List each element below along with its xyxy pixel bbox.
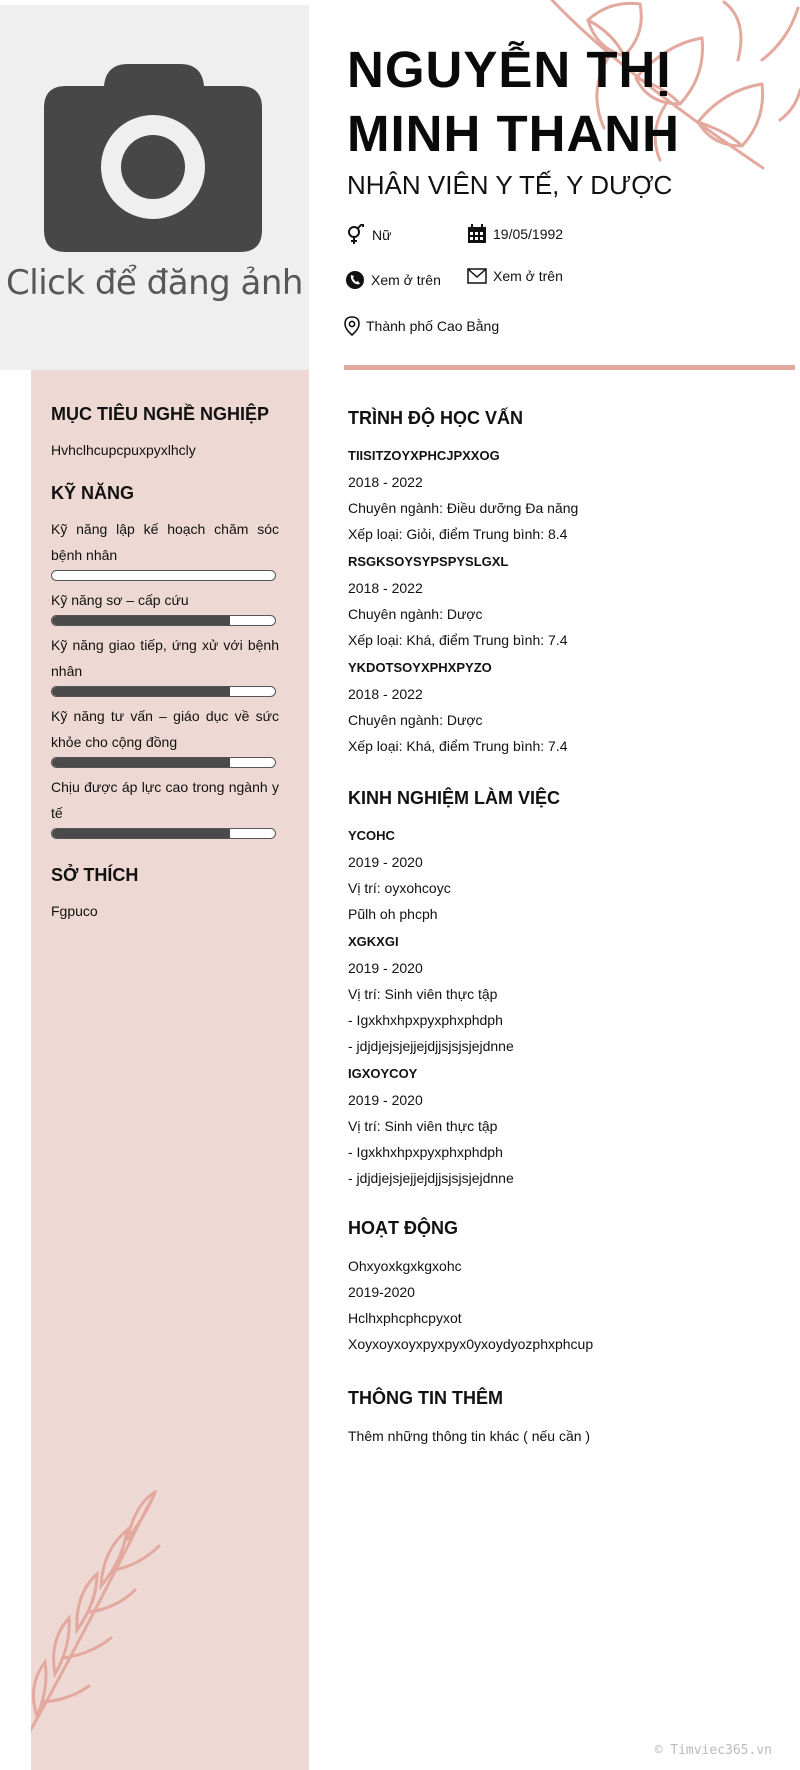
skill-item: [51, 774, 279, 839]
skill-item: [51, 632, 279, 697]
birthday-value: 19/05/1992: [493, 226, 564, 242]
experience-detail: - Igxkhxhpxpyxphxphdph: [348, 1144, 503, 1160]
phone-info: [345, 270, 441, 290]
mail-icon: [467, 268, 487, 284]
branch-decoration-icon: [31, 1490, 161, 1770]
skill-item: [51, 703, 279, 768]
skill-bar: [51, 570, 276, 581]
full-name: [347, 38, 787, 166]
header-divider: [344, 365, 795, 370]
full-name-line-1: NGUYỄN THỊ: [347, 41, 672, 98]
sidebar: [31, 370, 309, 1770]
experience-company: XGKXGI: [348, 934, 399, 949]
photo-upload[interactable]: [0, 5, 309, 370]
activity-line: 2019-2020: [348, 1284, 415, 1300]
experience-detail: - jdjdjejsjejjejdjjsjsjsjejdnne: [348, 1170, 514, 1186]
education-school: TIISITZOYXPHCJPXXOG: [348, 448, 500, 463]
email-value: Xem ở trên: [493, 268, 563, 284]
skill-label: Chịu được áp lực cao trong ngành y tế: [51, 779, 279, 821]
experience-years: 2019 - 2020: [348, 1092, 423, 1108]
gender-value: Nữ: [372, 227, 392, 243]
activity-line: Ohxyoxkgxkgxohc: [348, 1258, 462, 1274]
full-name-line-2: MINH THANH: [347, 105, 680, 162]
location-pin-icon: [344, 316, 360, 336]
email-info: [467, 268, 563, 284]
education-section: [348, 408, 788, 761]
experience-item: [348, 1061, 788, 1191]
skill-bar: [51, 686, 276, 697]
skill-bar-fill: [52, 616, 230, 625]
experience-company: YCOHC: [348, 828, 395, 843]
calendar-icon: [467, 224, 487, 244]
education-item: [348, 443, 788, 547]
more-info-section: [348, 1388, 788, 1449]
camera-icon: [44, 60, 264, 252]
education-years: 2018 - 2022: [348, 580, 423, 596]
activities-list: [348, 1253, 788, 1357]
experience-item: [348, 823, 788, 927]
skill-bar: [51, 757, 276, 768]
experience-heading: KINH NGHIỆM LÀM VIỆC: [348, 788, 561, 808]
education-major: Chuyên ngành: Dược: [348, 712, 483, 728]
skill-bar: [51, 615, 276, 626]
education-years: 2018 - 2022: [348, 474, 423, 490]
experience-section: [348, 788, 788, 1193]
experience-item: [348, 929, 788, 1059]
photo-upload-label: Click để đăng ảnh: [6, 263, 303, 303]
education-grade: Xếp loại: Giỏi, điểm Trung bình: 8.4: [348, 526, 568, 542]
skills-list: [51, 516, 279, 839]
gender-info: [346, 224, 391, 246]
skill-bar: [51, 828, 276, 839]
activities-section: [348, 1218, 788, 1357]
experience-position: Vị trí: Sinh viên thực tập: [348, 1118, 498, 1134]
skill-label: Kỹ năng tư vấn – giáo dục về sức khỏe cho cộng đồng: [51, 708, 279, 750]
education-heading: TRÌNH ĐỘ HỌC VẤN: [348, 408, 523, 428]
gender-icon: [346, 224, 366, 246]
skill-bar-fill: [52, 758, 230, 767]
education-grade: Xếp loại: Khá, điểm Trung bình: 7.4: [348, 632, 568, 648]
experience-years: 2019 - 2020: [348, 854, 423, 870]
activity-line: Xoyxoyxoyxpyxpyx0yxoydyozphxphcup: [348, 1336, 594, 1352]
job-title: NHÂN VIÊN Y TẾ, Y DƯỢC: [347, 170, 673, 200]
hobbies-heading: SỞ THÍCH: [51, 865, 139, 885]
education-grade: Xếp loại: Khá, điểm Trung bình: 7.4: [348, 738, 568, 754]
hobbies-text: Fgpuco: [51, 903, 98, 919]
experience-company: IGXOYCOY: [348, 1066, 418, 1081]
skill-label: Kỹ năng giao tiếp, ứng xử với bệnh nhân: [51, 637, 279, 679]
education-list: [348, 443, 788, 759]
education-school: RSGKSOYSYPSPYSLGXL: [348, 554, 509, 569]
more-info-text: Thêm những thông tin khác ( nếu cần ): [348, 1428, 591, 1444]
experience-detail: - jdjdjejsjejjejdjjsjsjsjejdnne: [348, 1038, 514, 1054]
education-years: 2018 - 2022: [348, 686, 423, 702]
experience-detail: Pũlh oh phcph: [348, 906, 438, 922]
phone-icon: [345, 270, 365, 290]
skill-item: [51, 516, 279, 581]
phone-value: Xem ở trên: [371, 272, 441, 288]
skill-label: Kỹ năng lập kế hoạch chăm sóc bệnh nhân: [51, 521, 279, 563]
skill-bar-fill: [52, 687, 230, 696]
objective-text: Hvhclhcupcpuxpyxlhcly: [51, 442, 196, 458]
activity-line: Hclhxphcphcpyxot: [348, 1310, 462, 1326]
experience-list: [348, 823, 788, 1191]
experience-position: Vị trí: oyxohcoyc: [348, 880, 451, 896]
address-info: [344, 316, 499, 336]
experience-detail: - Igxkhxhpxpyxphxphdph: [348, 1012, 503, 1028]
skill-item: [51, 587, 279, 626]
experience-position: Vị trí: Sinh viên thực tập: [348, 986, 498, 1002]
education-major: Chuyên ngành: Điều dưỡng Đa năng: [348, 500, 579, 516]
education-item: [348, 549, 788, 653]
education-school: YKDOTSOYXPHXPYZO: [348, 660, 492, 675]
skills-heading: KỸ NĂNG: [51, 483, 135, 503]
address-value: Thành phố Cao Bằng: [366, 318, 500, 334]
more-info-heading: THÔNG TIN THÊM: [348, 1388, 503, 1408]
birthday-info: [467, 224, 563, 244]
education-item: [348, 655, 788, 759]
skill-label: Kỹ năng sơ – cấp cứu: [51, 592, 189, 608]
objective-heading: MỤC TIÊU NGHỀ NGHIỆP: [51, 404, 270, 424]
skill-bar-fill: [52, 829, 230, 838]
experience-years: 2019 - 2020: [348, 960, 423, 976]
footer-watermark: © Timviec365.vn: [654, 1743, 772, 1758]
activities-heading: HOẠT ĐỘNG: [348, 1218, 458, 1238]
education-major: Chuyên ngành: Dược: [348, 606, 483, 622]
